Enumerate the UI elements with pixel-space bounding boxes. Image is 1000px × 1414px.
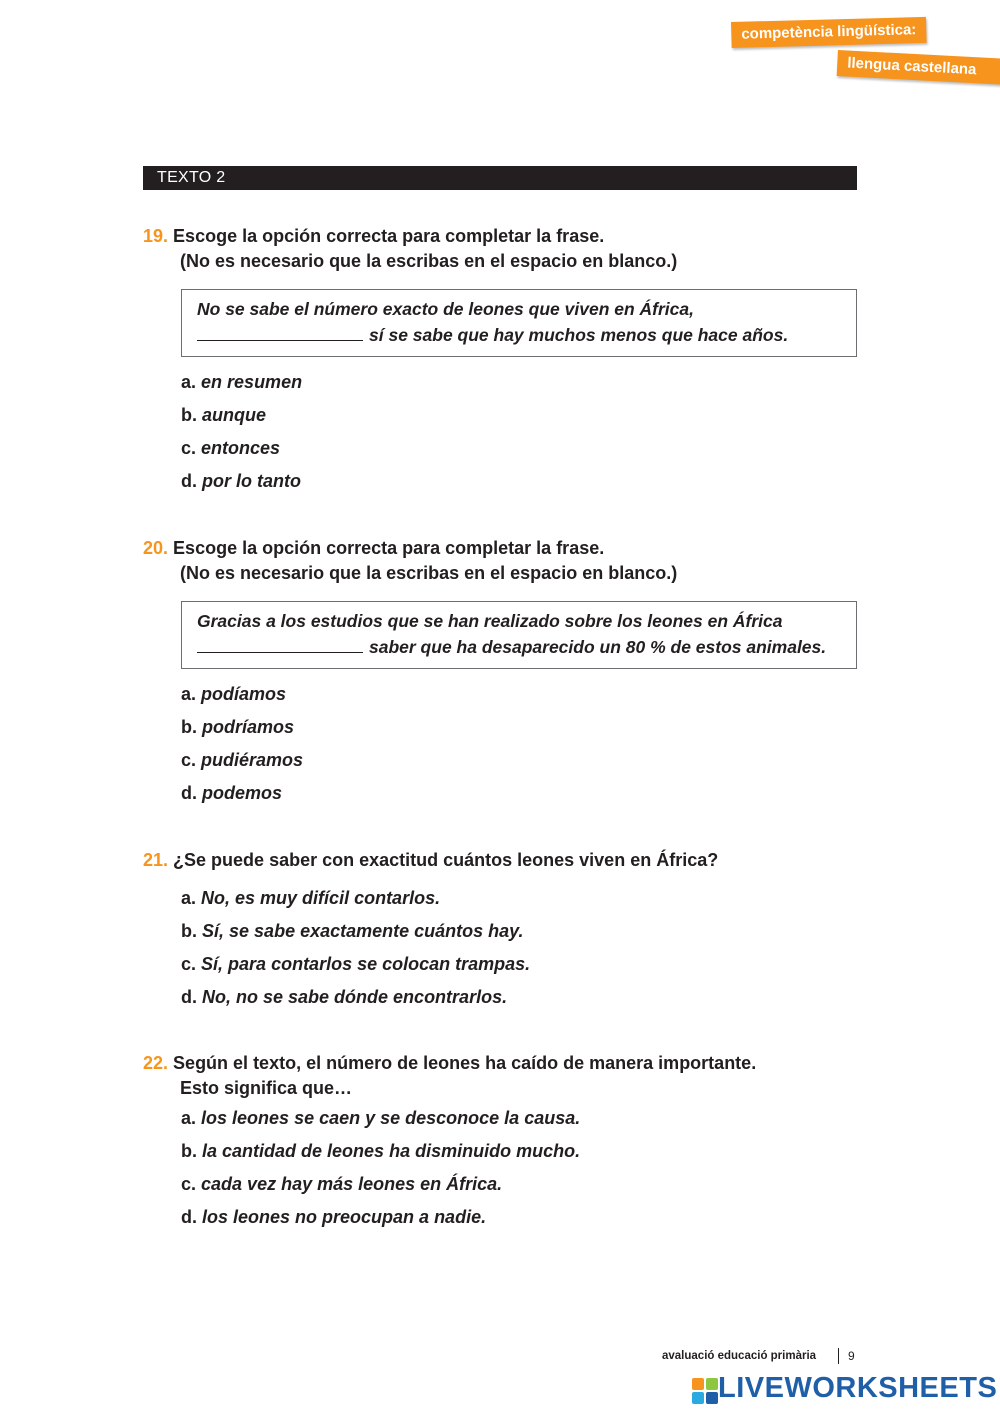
answer-blank[interactable] <box>197 638 363 653</box>
option-c[interactable] <box>181 1173 580 1206</box>
option-b[interactable] <box>181 920 530 953</box>
option-letter: a. <box>181 1108 197 1128</box>
option-letter: d. <box>181 987 197 1007</box>
option-letter: a. <box>181 888 197 908</box>
sentence-line-2-text: sí se sabe que hay muchos menos que hace años. <box>369 325 789 345</box>
option-letter: b. <box>181 921 197 941</box>
section-header-bar <box>143 166 857 190</box>
option-d[interactable] <box>181 470 302 503</box>
options-list-20 <box>181 683 303 815</box>
question-number: 22. <box>143 1053 169 1073</box>
option-text: los leones no preocupan a nadie. <box>202 1207 487 1227</box>
option-letter: b. <box>181 717 197 737</box>
question-number: 21. <box>143 850 169 870</box>
option-text: podíamos <box>201 684 287 704</box>
question-note: Esto significa que… <box>180 1078 353 1098</box>
question-prompt: Escoge la opción correcta para completar la frase. <box>173 226 605 246</box>
question-number: 20. <box>143 538 169 558</box>
option-text: en resumen <box>201 372 303 392</box>
option-b[interactable] <box>181 716 303 749</box>
subject-tag-llengua: llengua castellana <box>837 50 1000 85</box>
options-list-21 <box>181 887 530 1019</box>
option-a[interactable] <box>181 683 303 716</box>
option-text: entonces <box>201 438 281 458</box>
question-note: (No es necesario que la escribas en el espacio en blanco.) <box>180 251 678 271</box>
footer-publication: avaluació educació primària <box>662 1350 817 1362</box>
question-20 <box>143 536 677 586</box>
sentence-line-2-text: saber que ha desaparecido un 80 % de estos animales. <box>369 637 827 657</box>
sentence-box-20 <box>181 601 857 669</box>
option-letter: c. <box>181 438 197 458</box>
question-number: 19. <box>143 226 169 246</box>
option-d[interactable] <box>181 986 530 1019</box>
option-a[interactable] <box>181 887 530 920</box>
option-text: aunque <box>202 405 267 425</box>
option-c[interactable] <box>181 749 303 782</box>
section-title: TEXTO 2 <box>157 169 226 186</box>
option-c[interactable] <box>181 437 302 470</box>
option-d[interactable] <box>181 782 303 815</box>
option-text: podemos <box>202 783 283 803</box>
option-text: los leones se caen y se desconoce la causa. <box>201 1108 581 1128</box>
question-21 <box>143 848 718 873</box>
option-letter: c. <box>181 1174 197 1194</box>
option-b[interactable] <box>181 1140 580 1173</box>
subject-tag-competencia: competència lingüística: <box>731 17 927 48</box>
sentence-line-2 <box>197 325 788 346</box>
option-letter: d. <box>181 471 197 491</box>
sentence-line-2 <box>197 637 826 658</box>
option-text: podríamos <box>202 717 295 737</box>
option-c[interactable] <box>181 953 530 986</box>
question-22 <box>143 1051 756 1101</box>
option-letter: c. <box>181 750 197 770</box>
option-text: por lo tanto <box>202 471 301 491</box>
option-text: No, no se sabe dónde encontrarlos. <box>202 987 508 1007</box>
question-prompt: ¿Se puede saber con exactitud cuántos leones viven en África? <box>173 850 719 870</box>
sentence-box-19 <box>181 289 857 357</box>
question-prompt: Escoge la opción correcta para completar la frase. <box>173 538 605 558</box>
option-d[interactable] <box>181 1206 580 1239</box>
sentence-line-1: Gracias a los estudios que se han realizado sobre los leones en África <box>197 611 783 631</box>
page-number: 9 <box>848 1349 855 1363</box>
answer-blank[interactable] <box>197 326 363 341</box>
option-letter: a. <box>181 684 197 704</box>
sentence-line-1: No se sabe el número exacto de leones que viven en África, <box>197 299 694 319</box>
option-letter: a. <box>181 372 197 392</box>
question-prompt: Según el texto, el número de leones ha caído de manera importante. <box>173 1053 757 1073</box>
options-list-22 <box>181 1107 580 1239</box>
option-letter: d. <box>181 783 197 803</box>
option-b[interactable] <box>181 404 302 437</box>
options-list-19 <box>181 371 302 503</box>
option-a[interactable] <box>181 1107 580 1140</box>
option-text: pudiéramos <box>201 750 304 770</box>
option-a[interactable] <box>181 371 302 404</box>
liveworksheets-logo-icon <box>692 1378 720 1404</box>
question-19 <box>143 224 677 274</box>
option-text: Sí, para contarlos se colocan trampas. <box>201 954 531 974</box>
option-text: la cantidad de leones ha disminuido mucho. <box>202 1141 581 1161</box>
option-letter: d. <box>181 1207 197 1227</box>
option-letter: c. <box>181 954 197 974</box>
option-text: cada vez hay más leones en África. <box>201 1174 503 1194</box>
footer-divider <box>838 1348 839 1364</box>
liveworksheets-logo-text[interactable]: LIVEWORKSHEETS <box>718 1372 998 1404</box>
option-letter: b. <box>181 1141 197 1161</box>
question-note: (No es necesario que la escribas en el espacio en blanco.) <box>180 563 678 583</box>
option-letter: b. <box>181 405 197 425</box>
option-text: Sí, se sabe exactamente cuántos hay. <box>202 921 524 941</box>
option-text: No, es muy difícil contarlos. <box>201 888 441 908</box>
